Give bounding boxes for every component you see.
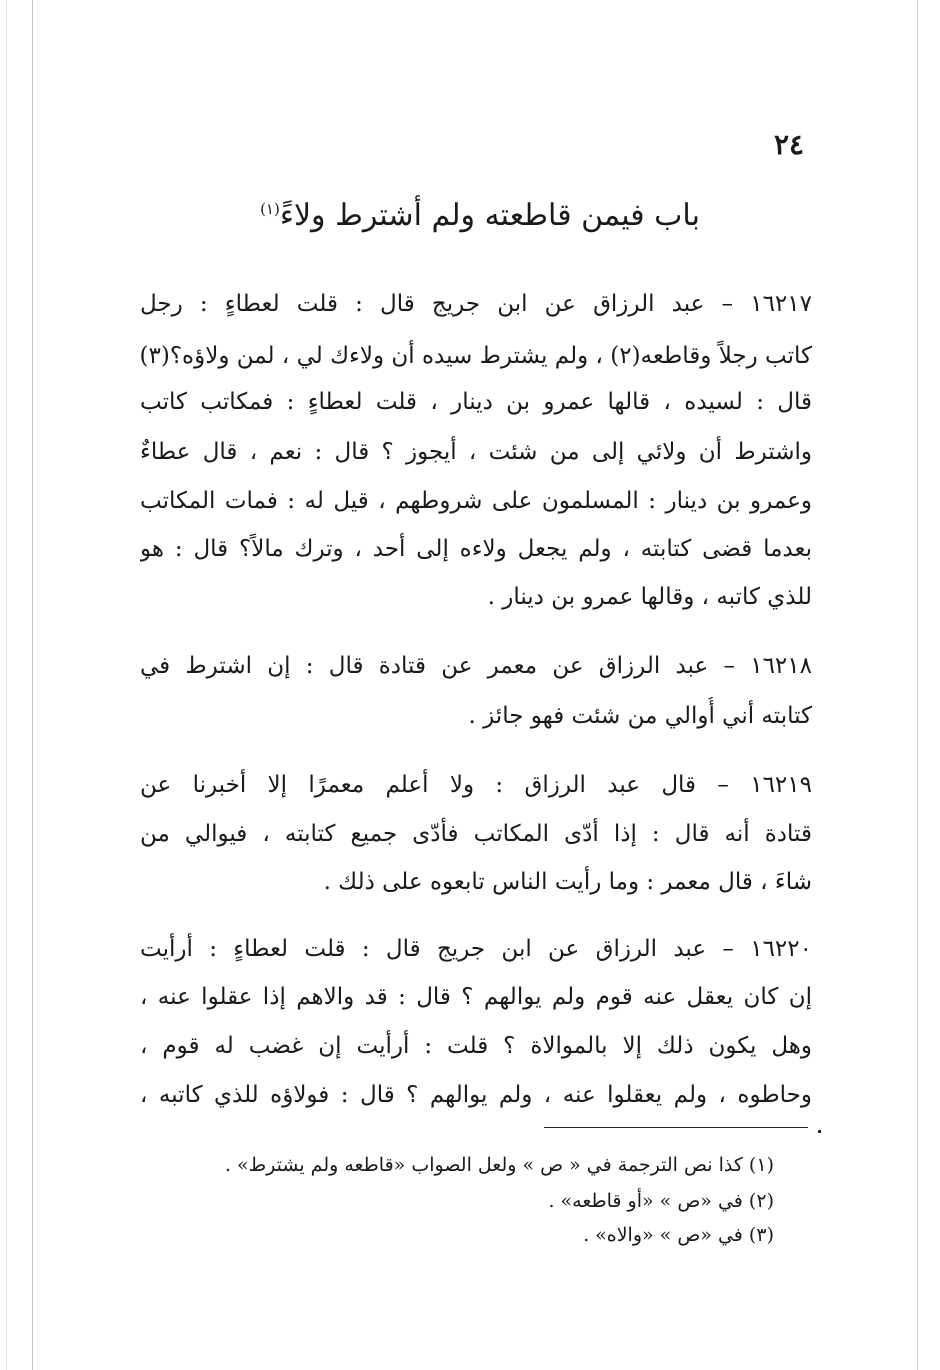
chapter-title (140, 198, 820, 233)
text-line: كاتب رجلاً وقاطعه(٢) ، ولم يشترط سيده أن ولاءك لي ، لمن ولاؤه؟(٣) (140, 343, 812, 369)
footnote: (٢) في «ص » «أو قاطعه» . (548, 1190, 774, 1212)
footnote-separator (544, 1127, 808, 1128)
text-line: شاءَ ، قال معمر : وما رأيت الناس تابعوه على ذلك . (323, 869, 812, 895)
text-line: كتابته أني أُوالي من شئت فهو جائز . (468, 703, 812, 729)
text-line: قال : لسيده ، قالها عمرو بن دينار ، قلت لعطاءٍ : فمكاتب كاتب (140, 389, 812, 415)
text-line: بعدما قضى كتابته ، ولم يجعل ولاءه إلى أحد ، وترك مالاً؟ قال : هو (140, 536, 812, 562)
text-line: واشترط أن ولائي إلى من شئت ، أيجوز ؟ قال : نعم ، قال عطاءٌ (140, 439, 812, 465)
text-line: قتادة أنه قال : إذا أدّى المكاتب فأدّى جميع كتابته ، فيوالي من (140, 821, 812, 847)
text-line: وحاطوه ، ولم يعقلوا عنه ، ولم يوالهم ؟ قال : فولاؤه للذي كاتبه ، (140, 1082, 812, 1108)
footnote: (٣) في «ص » «والاه» . (583, 1224, 774, 1246)
chapter-title-text: باب فيمن قاطعته ولم أشترط ولاءً (279, 198, 700, 233)
text-line: ١٦٢١٨ – عبد الرزاق عن معمر عن قتادة قال : إن اشترط في (140, 653, 812, 679)
page-margin-line (32, 0, 33, 1370)
footnote-separator-mark (818, 1130, 821, 1133)
text-line: ١٦٢٢٠ – عبد الرزاق عن ابن جريج قال : قلت لعطاءٍ : أرأيت (140, 936, 812, 962)
text-line: وعمرو بن دينار : المسلمون على شروطهم ، قيل له : فمات المكاتب (140, 488, 812, 514)
text-line: وهل يكون ذلك إلا بالموالاة ؟ قلت : أرأيت إن غضب له قوم ، (140, 1033, 812, 1059)
text-line: ١٦٢١٧ – عبد الرزاق عن ابن جريج قال : قلت لعطاءٍ : رجل (140, 291, 812, 317)
text-line: إن كان يعقل عنه قوم ولم يوالهم ؟ قال : قد والاهم إذا عقلوا عنه ، (140, 984, 812, 1010)
text-line: ١٦٢١٩ – قال عبد الرزاق : ولا أعلم معمرًا إلا أخبرنا عن (140, 772, 812, 798)
text-line: للذي كاتبه ، وقالها عمرو بن دينار . (487, 584, 812, 610)
chapter-title-footnote-ref: (١) (260, 200, 280, 218)
footnote: (١) كذا نص الترجمة في « ص » ولعل الصواب «قاطعه ولم يشترط» . (224, 1154, 774, 1176)
scan-edge (6, 0, 7, 1370)
page-margin-line-right (917, 0, 918, 1370)
page-number: ٢٤ (773, 128, 805, 161)
